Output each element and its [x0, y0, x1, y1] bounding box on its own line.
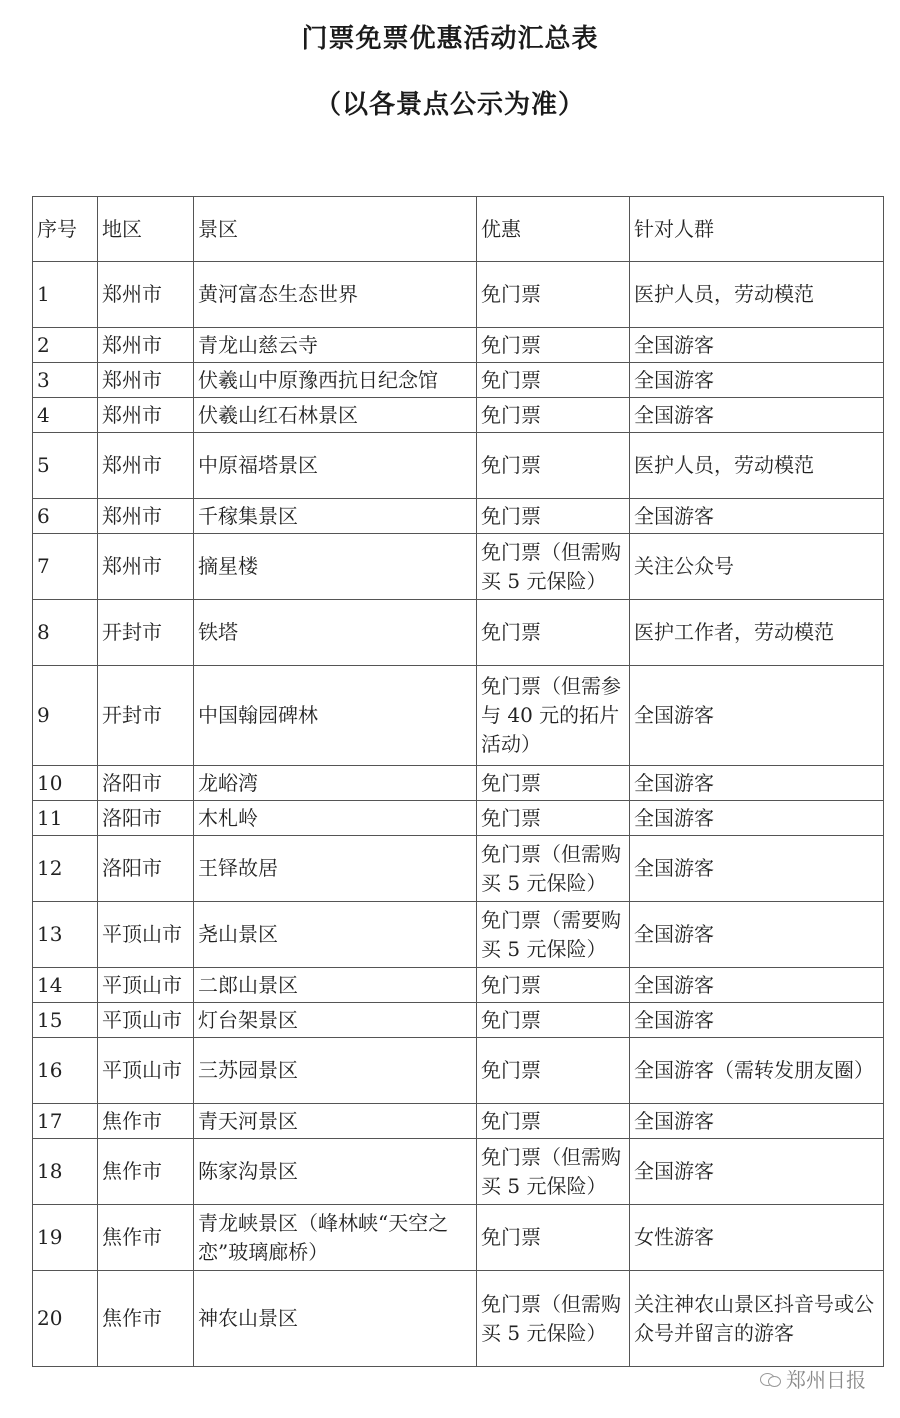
cell-region: 郑州市 — [98, 534, 194, 600]
cell-offer: 免门票 — [477, 1003, 630, 1038]
cell-target: 全国游客 — [630, 1104, 884, 1139]
cell-offer: 免门票 — [477, 398, 630, 433]
cell-no: 1 — [33, 262, 98, 328]
cell-offer: 免门票（但需购买 5 元保险） — [477, 836, 630, 902]
cell-spot: 二郎山景区 — [194, 968, 477, 1003]
cell-spot: 神农山景区 — [194, 1271, 477, 1367]
cell-no: 9 — [33, 666, 98, 766]
cell-offer: 免门票 — [477, 1205, 630, 1271]
cell-no: 7 — [33, 534, 98, 600]
cell-offer: 免门票 — [477, 1104, 630, 1139]
cell-region: 洛阳市 — [98, 801, 194, 836]
watermark — [760, 1364, 866, 1393]
cell-target: 关注神农山景区抖音号或公众号并留言的游客 — [630, 1271, 884, 1367]
cell-spot: 尧山景区 — [194, 902, 477, 968]
cell-no: 16 — [33, 1038, 98, 1104]
table-row — [33, 902, 884, 968]
cell-spot: 青龙峡景区（峰林峡“天空之恋”玻璃廊桥） — [194, 1205, 477, 1271]
cell-no: 3 — [33, 363, 98, 398]
cell-no: 8 — [33, 600, 98, 666]
cell-spot: 青天河景区 — [194, 1104, 477, 1139]
cell-spot: 千稼集景区 — [194, 499, 477, 534]
table-row — [33, 968, 884, 1003]
cell-offer: 免门票 — [477, 328, 630, 363]
table-row — [33, 433, 884, 499]
cell-target: 全国游客 — [630, 1139, 884, 1205]
cell-region: 焦作市 — [98, 1139, 194, 1205]
cell-target: 全国游客 — [630, 766, 884, 801]
cell-target: 全国游客 — [630, 836, 884, 902]
cell-spot: 龙峪湾 — [194, 766, 477, 801]
cell-spot: 王铎故居 — [194, 836, 477, 902]
cell-no: 5 — [33, 433, 98, 499]
cell-target: 全国游客 — [630, 328, 884, 363]
cell-spot: 伏羲山红石林景区 — [194, 398, 477, 433]
cell-no: 18 — [33, 1139, 98, 1205]
cell-region: 焦作市 — [98, 1104, 194, 1139]
wechat-icon — [760, 1371, 782, 1387]
table-row — [33, 666, 884, 766]
cell-target: 医护人员，劳动模范 — [630, 433, 884, 499]
cell-spot: 黄河富态生态世界 — [194, 262, 477, 328]
cell-offer: 免门票 — [477, 968, 630, 1003]
cell-offer: 免门票 — [477, 433, 630, 499]
cell-offer: 免门票 — [477, 1038, 630, 1104]
cell-region: 郑州市 — [98, 262, 194, 328]
cell-no: 19 — [33, 1205, 98, 1271]
cell-no: 12 — [33, 836, 98, 902]
header-region: 地区 — [98, 197, 194, 262]
cell-spot: 铁塔 — [194, 600, 477, 666]
cell-target: 全国游客 — [630, 1003, 884, 1038]
header-spot: 景区 — [194, 197, 477, 262]
cell-no: 20 — [33, 1271, 98, 1367]
cell-spot: 伏羲山中原豫西抗日纪念馆 — [194, 363, 477, 398]
cell-no: 14 — [33, 968, 98, 1003]
table-header-row — [33, 197, 884, 262]
cell-no: 13 — [33, 902, 98, 968]
cell-spot: 摘星楼 — [194, 534, 477, 600]
cell-target: 全国游客 — [630, 902, 884, 968]
table-row — [33, 262, 884, 328]
cell-target: 医护人员，劳动模范 — [630, 262, 884, 328]
cell-offer: 免门票 — [477, 801, 630, 836]
cell-offer: 免门票（但需参与 40 元的拓片活动） — [477, 666, 630, 766]
cell-target: 全国游客 — [630, 363, 884, 398]
table-row — [33, 1139, 884, 1205]
table-row — [33, 499, 884, 534]
cell-region: 焦作市 — [98, 1205, 194, 1271]
header-no: 序号 — [33, 197, 98, 262]
table-row — [33, 766, 884, 801]
document-title: 门票免票优惠活动汇总表 — [301, 24, 599, 54]
table-row — [33, 1205, 884, 1271]
cell-target: 关注公众号 — [630, 534, 884, 600]
cell-target: 女性游客 — [630, 1205, 884, 1271]
cell-no: 10 — [33, 766, 98, 801]
cell-no: 17 — [33, 1104, 98, 1139]
cell-region: 平顶山市 — [98, 968, 194, 1003]
cell-spot: 中原福塔景区 — [194, 433, 477, 499]
cell-region: 洛阳市 — [98, 766, 194, 801]
cell-region: 平顶山市 — [98, 1038, 194, 1104]
cell-target: 全国游客 — [630, 499, 884, 534]
cell-target: 医护工作者，劳动模范 — [630, 600, 884, 666]
cell-region: 郑州市 — [98, 398, 194, 433]
table-body — [33, 262, 884, 1367]
cell-region: 郑州市 — [98, 433, 194, 499]
table-row — [33, 1271, 884, 1367]
cell-offer: 免门票 — [477, 363, 630, 398]
table-row — [33, 534, 884, 600]
cell-no: 4 — [33, 398, 98, 433]
cell-spot: 灯台架景区 — [194, 1003, 477, 1038]
table-row — [33, 836, 884, 902]
table-row — [33, 363, 884, 398]
cell-target: 全国游客 — [630, 968, 884, 1003]
cell-spot: 木札岭 — [194, 801, 477, 836]
header-target: 针对人群 — [630, 197, 884, 262]
cell-no: 11 — [33, 801, 98, 836]
cell-target: 全国游客 — [630, 666, 884, 766]
cell-offer: 免门票 — [477, 262, 630, 328]
cell-offer: 免门票（需要购买 5 元保险） — [477, 902, 630, 968]
cell-region: 平顶山市 — [98, 1003, 194, 1038]
discount-table — [32, 196, 884, 1367]
cell-offer: 免门票（但需购买 5 元保险） — [477, 1271, 630, 1367]
cell-region: 平顶山市 — [98, 902, 194, 968]
cell-spot: 青龙山慈云寺 — [194, 328, 477, 363]
cell-region: 开封市 — [98, 666, 194, 766]
cell-spot: 三苏园景区 — [194, 1038, 477, 1104]
cell-region: 郑州市 — [98, 363, 194, 398]
table-row — [33, 801, 884, 836]
cell-target: 全国游客 — [630, 398, 884, 433]
table-row — [33, 600, 884, 666]
cell-region: 开封市 — [98, 600, 194, 666]
cell-region: 焦作市 — [98, 1271, 194, 1367]
cell-spot: 中国翰园碑林 — [194, 666, 477, 766]
table-row — [33, 1038, 884, 1104]
cell-offer: 免门票 — [477, 499, 630, 534]
cell-no: 2 — [33, 328, 98, 363]
table-row — [33, 1104, 884, 1139]
cell-offer: 免门票（但需购买 5 元保险） — [477, 1139, 630, 1205]
cell-no: 15 — [33, 1003, 98, 1038]
header-offer: 优惠 — [477, 197, 630, 262]
cell-region: 郑州市 — [98, 499, 194, 534]
cell-offer: 免门票 — [477, 766, 630, 801]
table-row — [33, 398, 884, 433]
cell-region: 洛阳市 — [98, 836, 194, 902]
cell-spot: 陈家沟景区 — [194, 1139, 477, 1205]
cell-offer: 免门票（但需购买 5 元保险） — [477, 534, 630, 600]
watermark-text: 郑州日报 — [786, 1368, 866, 1392]
table-row — [33, 1003, 884, 1038]
cell-region: 郑州市 — [98, 328, 194, 363]
table-row — [33, 328, 884, 363]
document-subtitle: （以各景点公示为准） — [314, 90, 585, 120]
cell-target: 全国游客（需转发朋友圈） — [630, 1038, 884, 1104]
cell-offer: 免门票 — [477, 600, 630, 666]
cell-target: 全国游客 — [630, 801, 884, 836]
cell-no: 6 — [33, 499, 98, 534]
